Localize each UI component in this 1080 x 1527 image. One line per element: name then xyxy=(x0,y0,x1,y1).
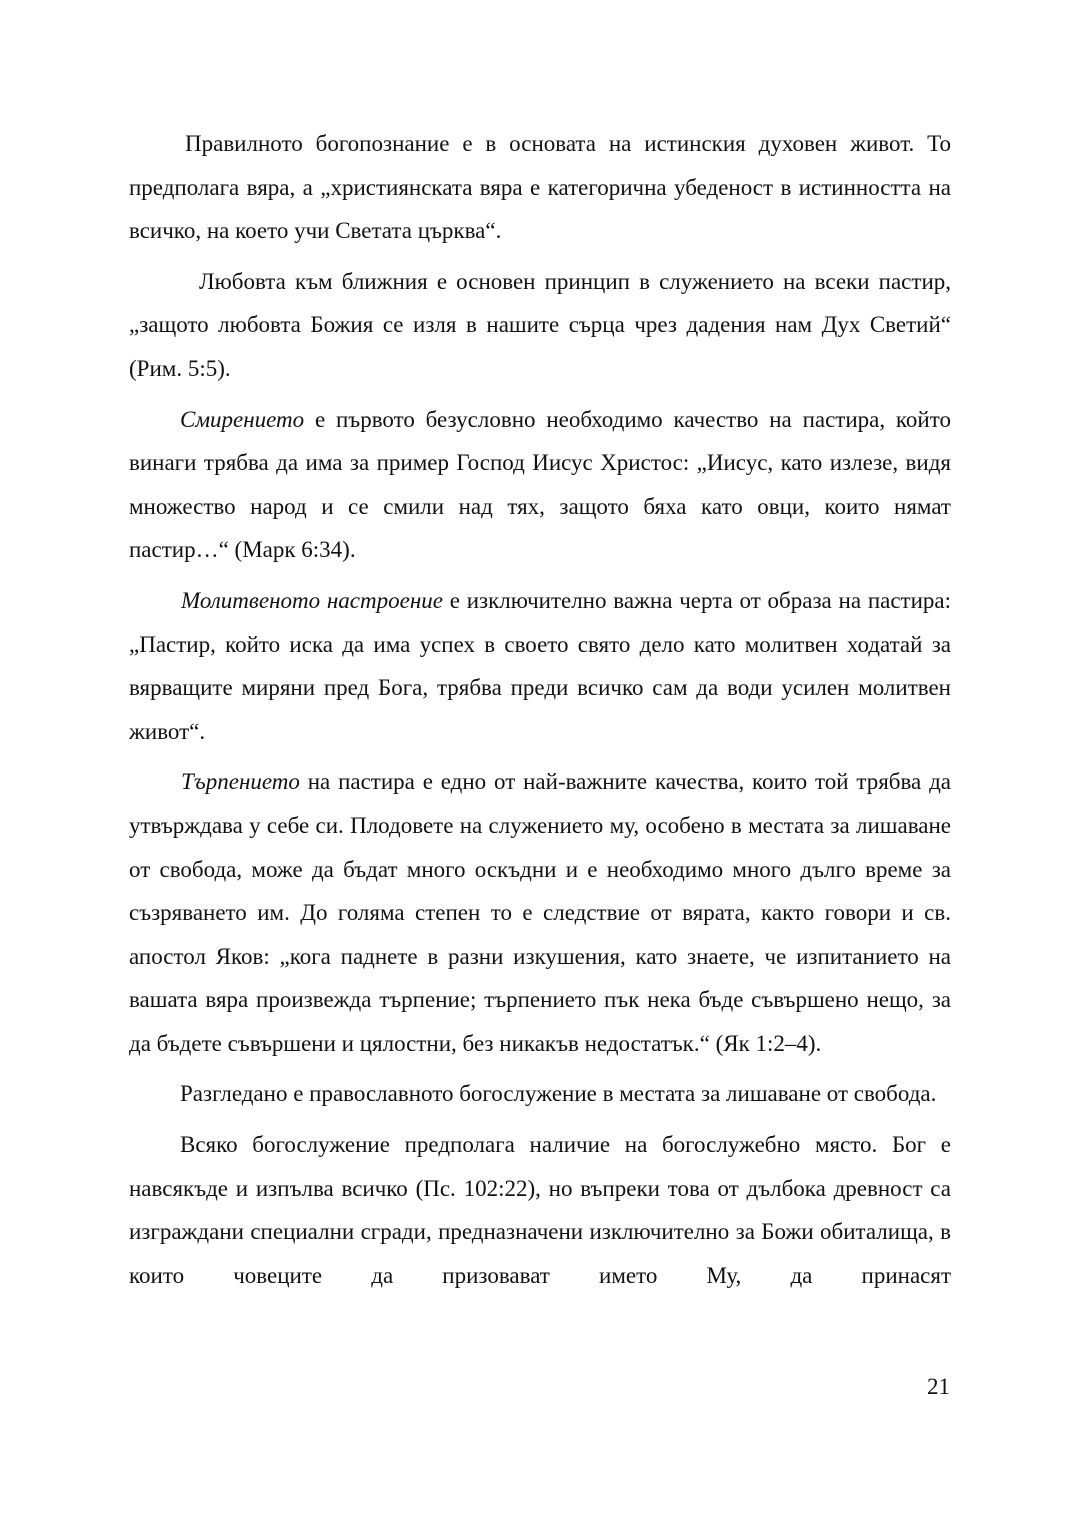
body-text xyxy=(129,122,951,1304)
term-patience: Търпението xyxy=(181,769,300,795)
paragraph-patience xyxy=(129,760,951,1065)
paragraph-place-of-worship: Всяко богослужение предполага наличие на богослужебно място. Бог е навсякъде и изпълва всичко (Пс. 102:22), но въпреки това от дълбока древност са изграждани специални сгради, предназначени изключително за Божи обиталища, в които човеците да призовават името Му, да принасят xyxy=(129,1132,951,1288)
term-prayerful-mood: Молитвеното настроение xyxy=(181,587,443,613)
paragraph-humility-text: е първото безусловно необходимо качество на пастира, който винаги трябва да има за пример Господ Иисус Христос: „Иисус, като излезе, видя множество народ и се смили над тях, защото бяха като овци, които нямат пастир…“ (Марк 6:34). xyxy=(129,406,951,563)
paragraph-love-of-neighbor: Любовта към ближния е основен принцип в служението на всеки пастир, „защото любовта Божия се изля в нашите сърца чрез дадения нам Дух Светий“ (Рим. 5:5). xyxy=(129,268,951,381)
term-humility: Смирението xyxy=(180,406,305,432)
paragraph-prayerful-mood-text: е изключително важна черта от образа на пастира: „Пастир, който иска да има успех в своето свято дело като молитвен ходатай за вярващите миряни пред Бога, трябва преди всичко сам да води усилен молитвен живот“. xyxy=(129,587,951,744)
paragraph-worship-in-prisons: Разгледано е православното богослужение в местата за лишаване от свобода. xyxy=(180,1081,937,1107)
paragraph-patience-text: на пастира е едно от най-важните качества, които той трябва да утвърждава у себе си. Плодовете на служението му, особено в местата за лишаване от свобода, може да бъдат много оскъдни и е необходимо много дълго време за съзряването им. До голяма степен то е следствие от вярата, както говори и св. апостол Яков: „кога паднете в разни изкушения, като знаете, че изпитанието на вашата вяра произвежда търпение; търпението пък нека бъде съвършено нещо, за да бъдете съвършени и цялостни, без никакъв недостатък.“ (Як 1:2–4). xyxy=(129,769,951,1056)
page-number: 21 xyxy=(927,1374,950,1399)
paragraph-knowledge-of-god: Правилното богопознание е в основата на истинския духовен живот. То предполага вяра, а „християнската вяра е категорична убеденост в истинността на всичко, на което учи Светата църква“. xyxy=(129,131,951,244)
paragraph-humility xyxy=(129,398,951,572)
paragraph-prayerful-mood xyxy=(129,579,951,753)
